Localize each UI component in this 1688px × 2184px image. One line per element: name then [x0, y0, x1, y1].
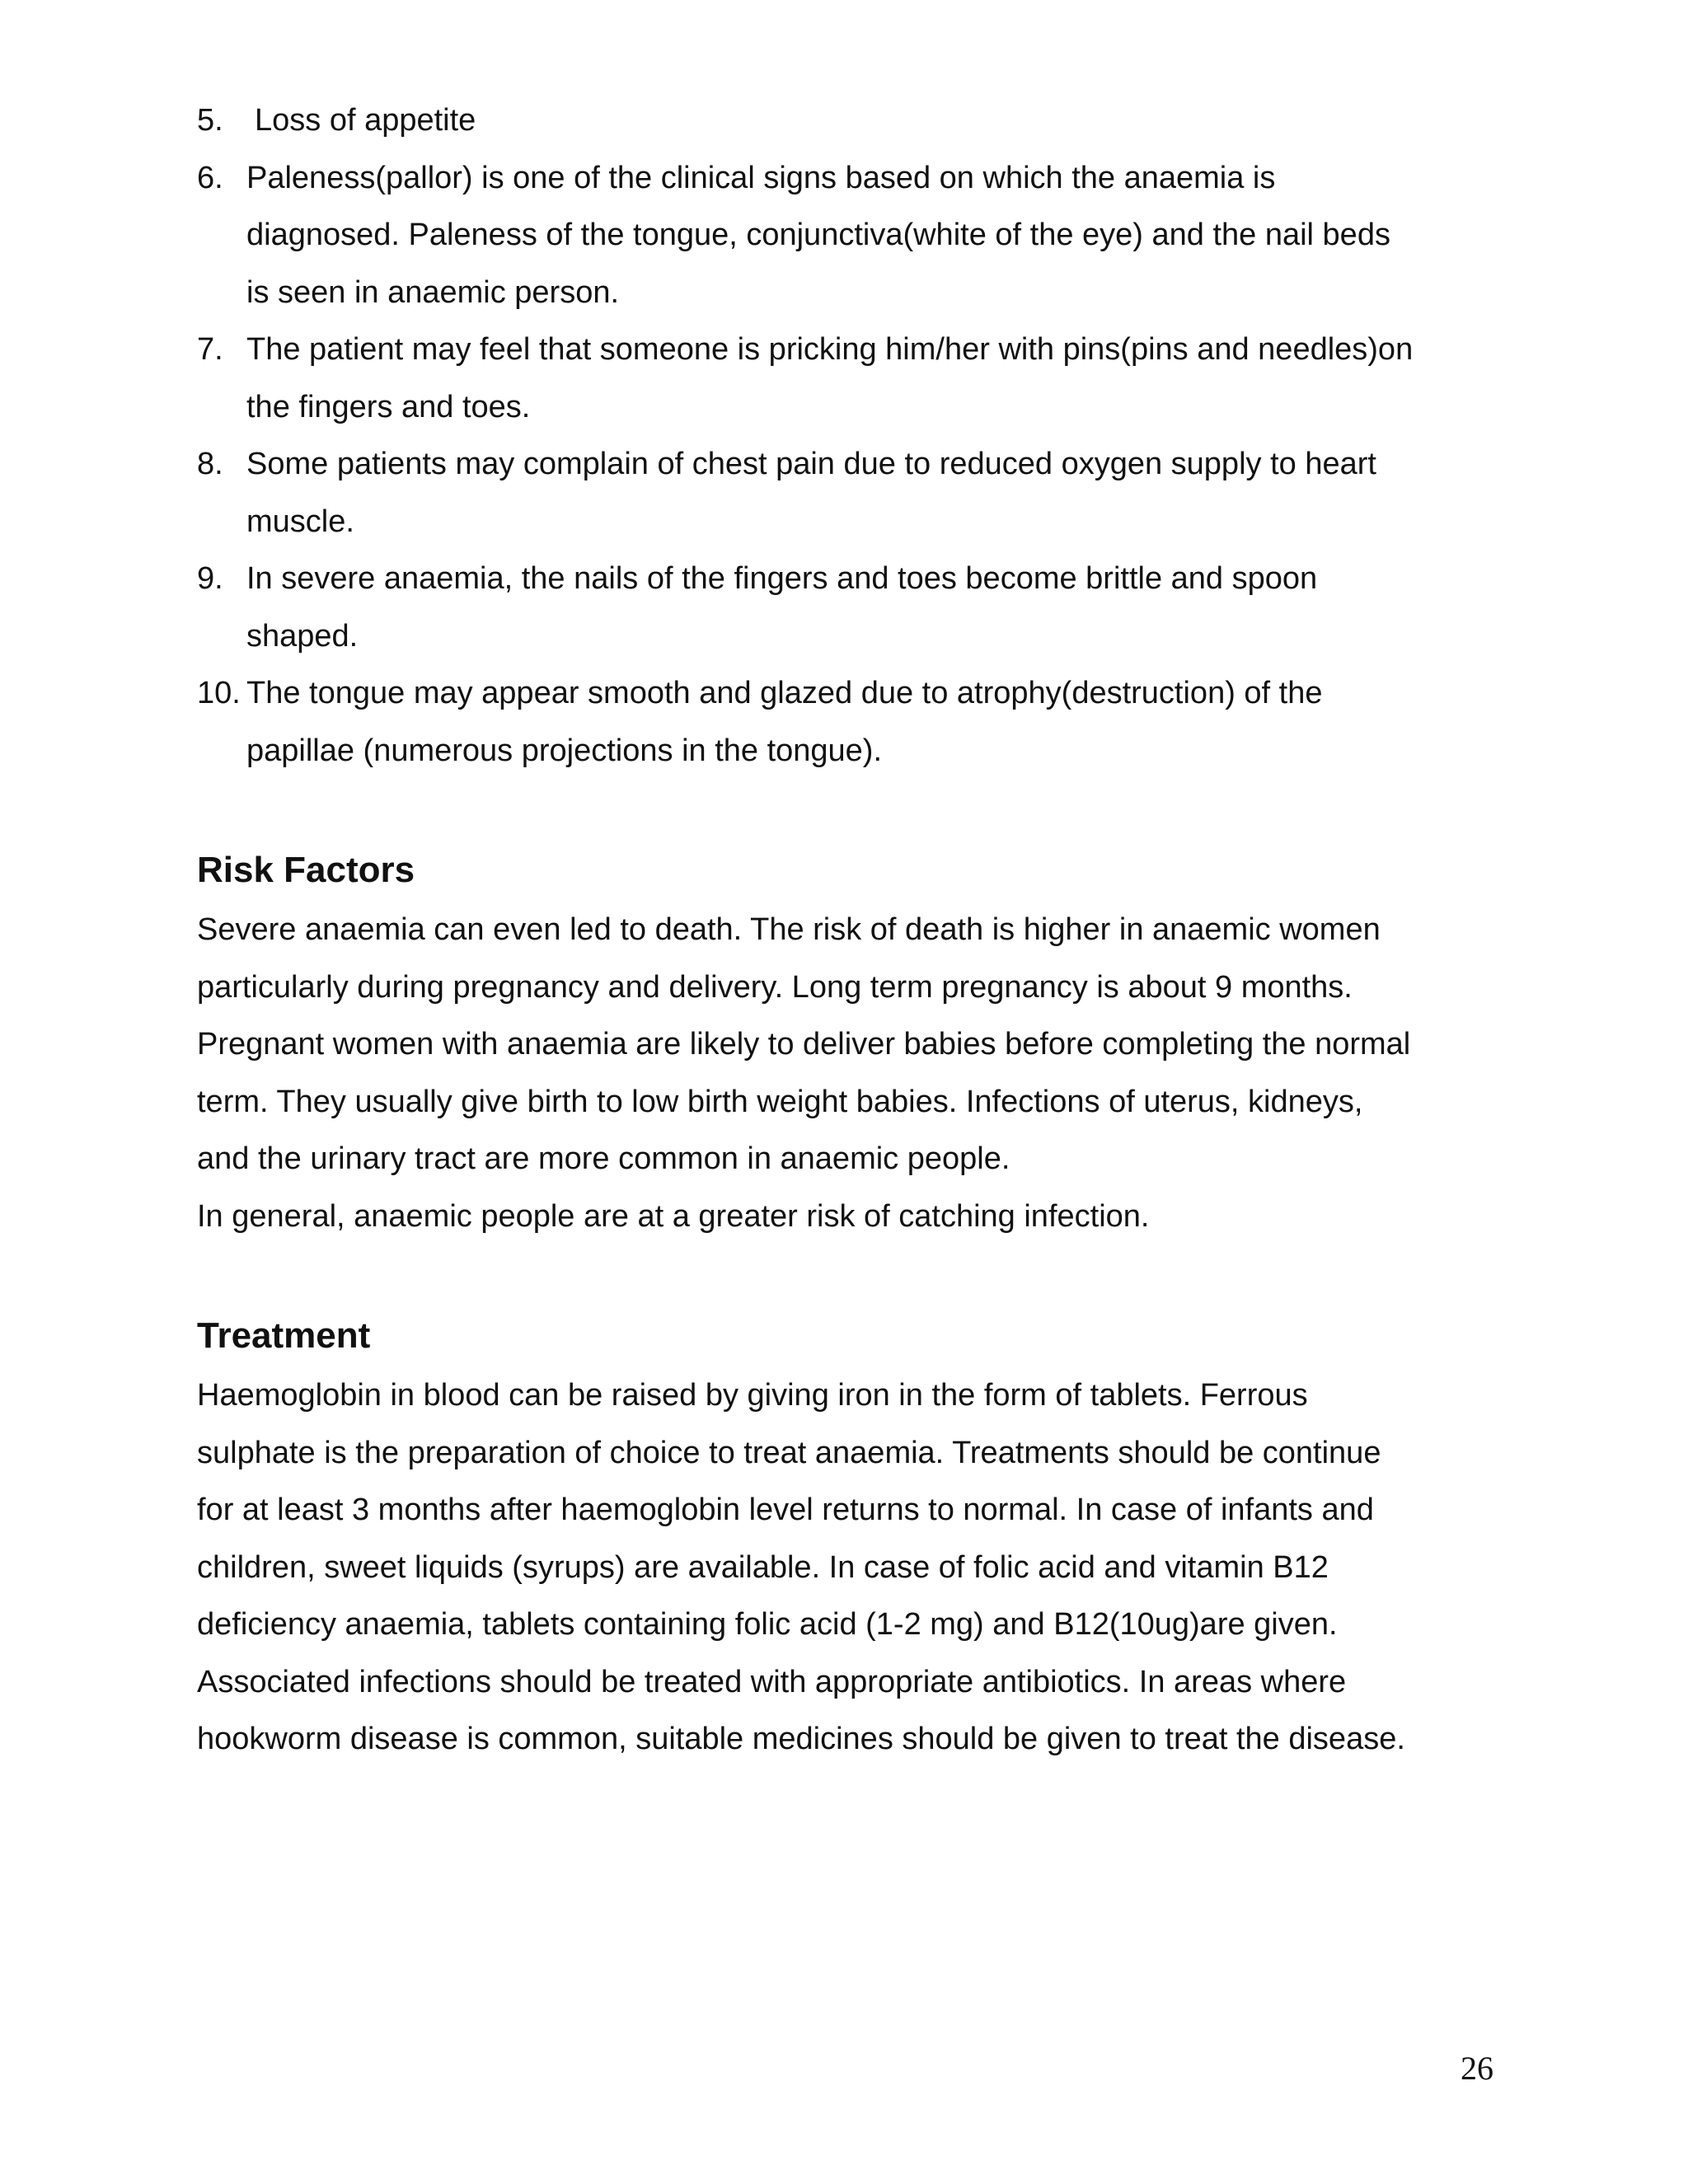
- list-item-text: Paleness(pallor) is one of the clinical signs based on which the anaemia is: [246, 160, 1276, 195]
- document-page: [197, 92, 1499, 1769]
- list-item-text: The patient may feel that someone is pricking him/her with pins(pins and needles)on: [246, 332, 1414, 367]
- paragraph-line: hookworm disease is common, suitable medicines should be given to treat the disease.: [197, 1722, 1405, 1756]
- paragraph-line: term. They usually give birth to low birth weight babies. Infections of uterus, kidneys,: [197, 1084, 1363, 1119]
- list-item-text: papillae (numerous projections in the tongue).: [246, 733, 883, 768]
- list-item-text: In severe anaemia, the nails of the fingers and toes become brittle and spoon: [246, 561, 1318, 596]
- paragraph-line: Haemoglobin in blood can be raised by giving iron in the form of tablets. Ferrous: [197, 1378, 1308, 1413]
- paragraph-line: children, sweet liquids (syrups) are available. In case of folic acid and vitamin B12: [197, 1549, 1329, 1585]
- paragraph-line: for at least 3 months after haemoglobin level returns to normal. In case of infants and: [197, 1493, 1374, 1527]
- paragraph-line: Pregnant women with anaemia are likely to deliver babies before completing the normal: [197, 1027, 1411, 1062]
- list-item: [197, 436, 1499, 551]
- list-item-number: 5.: [197, 103, 223, 138]
- list-item-text: The tongue may appear smooth and glazed due to atrophy(destruction) of the: [246, 676, 1323, 710]
- list-item: [197, 665, 1499, 780]
- paragraph-line: sulphate is the preparation of choice to treat anaemia. Treatments should be continue: [197, 1435, 1381, 1470]
- list-item: [197, 92, 1499, 150]
- paragraph-line: Associated infections should be treated with appropriate antibiotics. In areas where: [197, 1664, 1347, 1699]
- list-item-text: is seen in anaemic person.: [246, 274, 620, 310]
- list-item-text: the fingers and toes.: [246, 389, 531, 424]
- paragraph-line: deficiency anaemia, tablets containing folic acid (1-2 mg) and B12(10ug)are given.: [197, 1607, 1338, 1642]
- list-item-text: shaped.: [246, 618, 359, 654]
- treatment-paragraph: [197, 1367, 1499, 1769]
- risk-factors-paragraph: [197, 902, 1499, 1245]
- list-item-text: Loss of appetite: [255, 103, 476, 138]
- section-heading-risk-factors: Risk Factors: [197, 850, 415, 890]
- paragraph-line: and the urinary tract are more common in anaemic people.: [197, 1141, 1010, 1176]
- list-item-number: 7.: [197, 332, 223, 367]
- list-item: [197, 150, 1499, 322]
- list-item-text: Some patients may complain of chest pain due to reduced oxygen supply to heart: [246, 447, 1376, 481]
- list-item-number: 9.: [197, 561, 223, 596]
- page-number: 26: [1461, 2050, 1493, 2087]
- section-heading-treatment: Treatment: [197, 1315, 371, 1356]
- paragraph-line: Severe anaemia can even led to death. The risk of death is higher in anaemic women: [197, 912, 1381, 947]
- paragraph-line: In general, anaemic people are at a greater risk of catching infection.: [197, 1198, 1150, 1234]
- list-item-number: 8.: [197, 447, 223, 481]
- symptom-list: [197, 92, 1499, 780]
- paragraph-line: particularly during pregnancy and delivery. Long term pregnancy is about 9 months.: [197, 969, 1353, 1005]
- list-item-number: 6.: [197, 160, 223, 195]
- list-item-text: muscle.: [246, 504, 354, 539]
- list-item: [197, 551, 1499, 665]
- list-item-text: diagnosed. Paleness of the tongue, conjunctiva(white of the eye) and the nail beds: [246, 218, 1390, 252]
- list-item: [197, 321, 1499, 436]
- list-item-number: 10.: [197, 676, 241, 710]
